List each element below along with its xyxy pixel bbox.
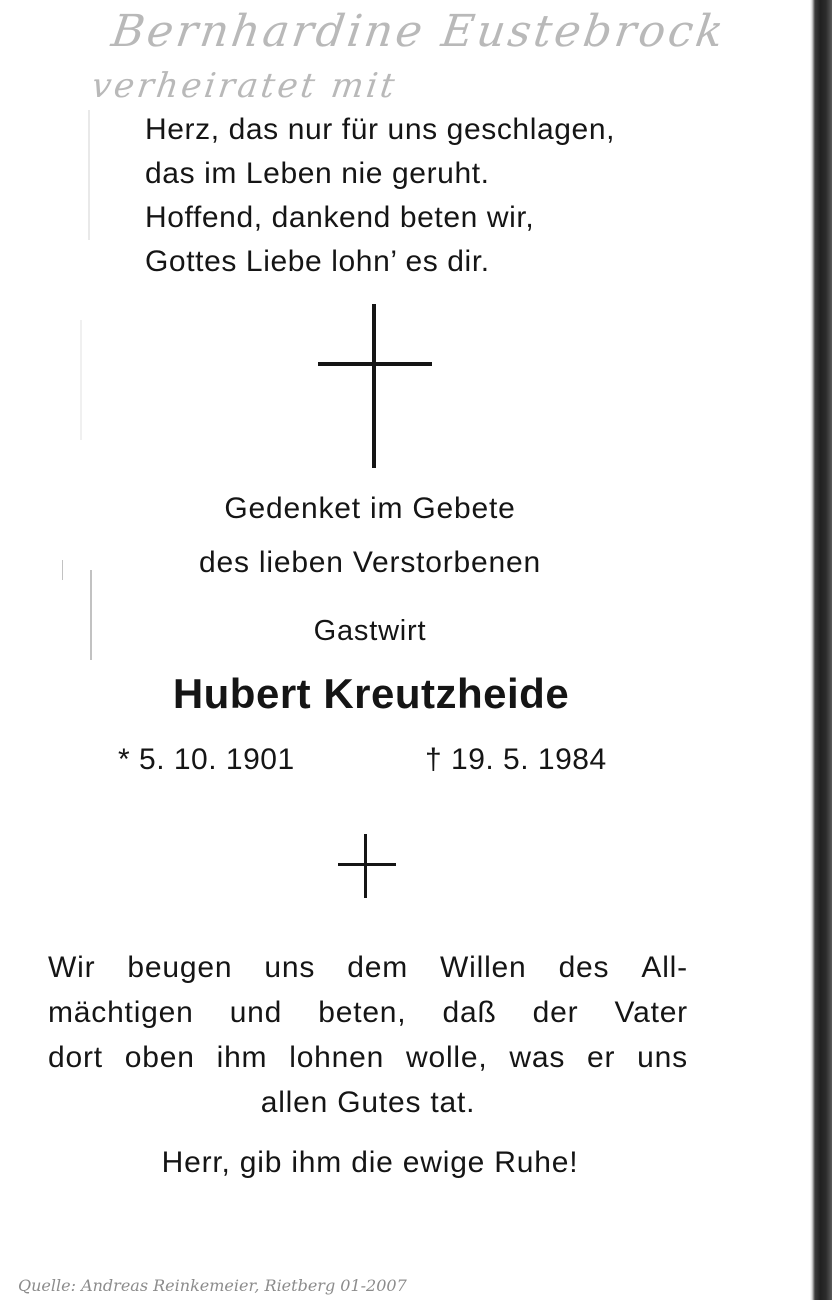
death-date: † 19. 5. 1984: [425, 743, 607, 776]
cross-icon: [318, 304, 432, 468]
word: des: [558, 951, 610, 984]
word: daß: [442, 996, 497, 1029]
birth-date: * 5. 10. 1901: [118, 743, 295, 776]
word: beten,: [318, 996, 407, 1029]
verse-line: Herz, das nur für uns geschlagen,: [145, 113, 616, 146]
source-credit: Quelle: Andreas Reinkemeier, Rietberg 01-2007: [18, 1276, 407, 1295]
word: dort: [48, 1041, 103, 1074]
word: und: [229, 996, 283, 1029]
verse: [145, 108, 615, 284]
word: wolle,: [406, 1041, 488, 1074]
verse-line: Hoffend, dankend beten wir,: [145, 201, 535, 234]
closing-text: [48, 945, 688, 1125]
word: mächtigen: [48, 996, 194, 1029]
word: er: [587, 1041, 616, 1074]
scan-edge-shadow: [810, 0, 832, 1300]
deceased-name: Hubert Kreutzheide: [172, 670, 570, 717]
verse-line: Gottes Liebe lohn’ es dir.: [145, 245, 490, 278]
word: All-: [641, 951, 688, 984]
prayer-line: Herr, gib ihm die ewige Ruhe!: [161, 1146, 579, 1179]
closing-line: [48, 990, 688, 1035]
word: lohnen: [289, 1041, 385, 1074]
memorial-intro-line-1: Gedenket im Gebete: [224, 492, 516, 525]
handwritten-note-line-1: Bernhardine Eustebrock: [108, 6, 730, 57]
word: ihm: [216, 1041, 268, 1074]
handwritten-note-line-2: verheiratet mit: [89, 66, 400, 106]
closing-line: [48, 945, 688, 990]
scan-streak: [80, 320, 82, 440]
verse-line: das im Leben nie geruht.: [145, 157, 490, 190]
small-cross-icon: [338, 834, 396, 898]
word: uns: [637, 1041, 688, 1074]
word: was: [509, 1041, 566, 1074]
word: Vater: [614, 996, 688, 1029]
scan-streak: [88, 110, 90, 240]
occupation: Gastwirt: [313, 615, 427, 647]
word: der: [532, 996, 579, 1029]
word: uns: [264, 951, 316, 984]
word: dem: [347, 951, 408, 984]
word: oben: [124, 1041, 195, 1074]
closing-last-line: allen Gutes tat.: [260, 1086, 476, 1119]
memorial-intro-line-2: des lieben Verstorbenen: [199, 546, 541, 579]
word: beugen: [127, 951, 233, 984]
closing-line: [48, 1035, 688, 1080]
word: Willen: [440, 951, 527, 984]
word: Wir: [48, 951, 96, 984]
